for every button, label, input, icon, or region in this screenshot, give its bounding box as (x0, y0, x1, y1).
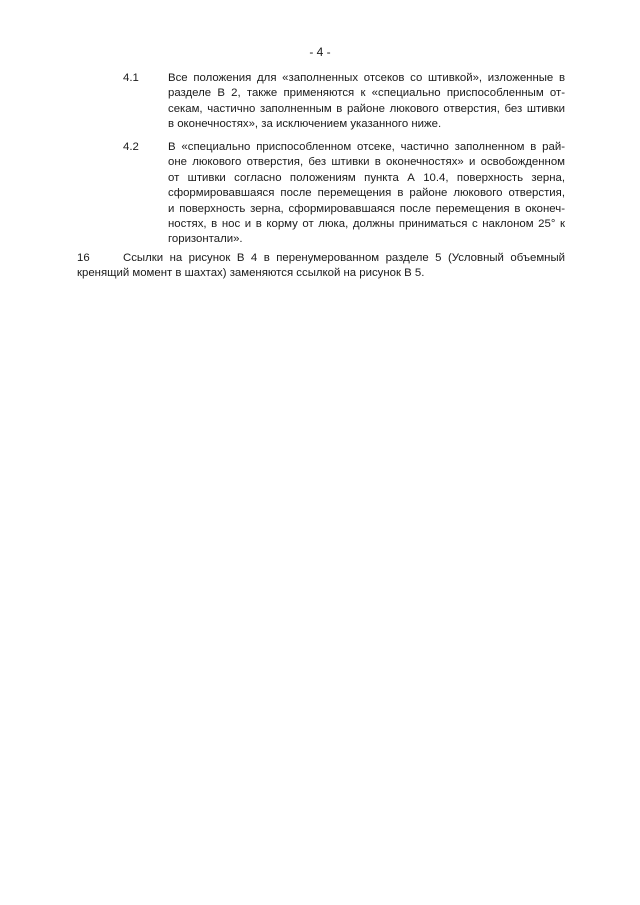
paragraph-text (168, 140, 565, 248)
text-line: от штивки согласно положениям пункта А 10.4, поверхность зерна, (168, 171, 565, 184)
paragraph-text (168, 71, 565, 133)
text-line: сформировавшаяся после перемещения в районе люкового отверстия, (168, 187, 565, 200)
paragraph-number: 4.2 (123, 141, 139, 153)
text-line: в оконечностях», за исключением указанного ниже. (168, 118, 442, 131)
text-line: кренящий момент в шахтах) заменяются ссылкой на рисунок В 5. (77, 267, 425, 280)
text-line: секам, частично заполненным в районе люкового отверстия, без штивки (168, 102, 565, 115)
text-line: оне люкового отверстия, без штивки в оконечностях» и освобожденном (168, 156, 565, 169)
paragraph-text (77, 251, 565, 282)
paragraph-number: 16 (77, 252, 90, 264)
text-line: Все положения для «заполненных отсеков со штивкой», изложенные в (168, 72, 565, 84)
text-line: и поверхность зерна, сформировавшаяся после перемещения в оконеч- (168, 202, 565, 215)
text-line: горизонтали». (168, 233, 243, 246)
text-line: В «специально приспособленном отсеке, частично заполненном в рай- (168, 141, 565, 153)
text-line: ностях, в нос и в корму от люка, должны приниматься с наклоном 25° к (168, 218, 565, 231)
text-line: разделе В 2, также применяются к «специально приспособленным от- (168, 87, 565, 100)
paragraph-number: 4.1 (123, 72, 139, 84)
page-number: - 4 - (309, 45, 331, 59)
text-line: Ссылки на рисунок В 4 в перенумерованном разделе 5 (Условный объемный (123, 252, 565, 264)
